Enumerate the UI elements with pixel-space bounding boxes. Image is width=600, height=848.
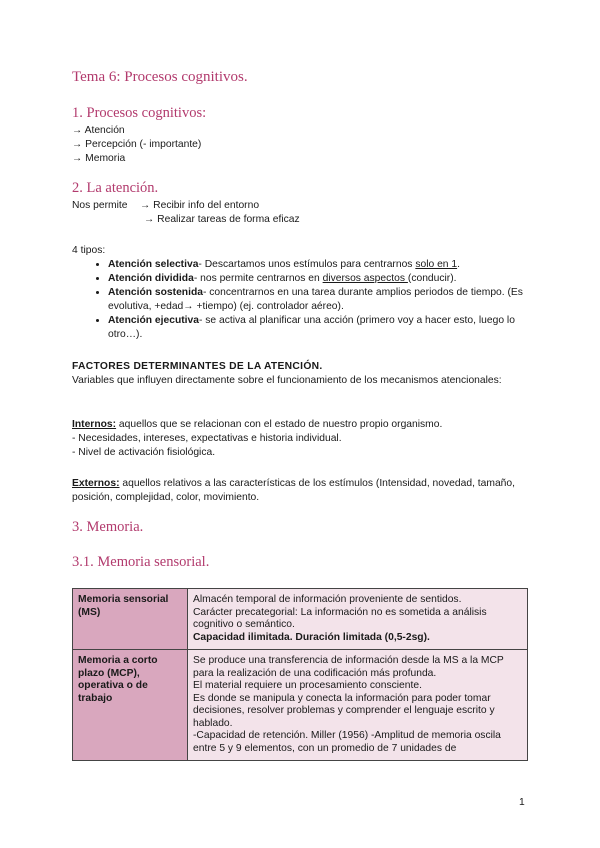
section-3-heading: 3. Memoria. — [72, 519, 144, 535]
section-3-1-heading: 3.1. Memoria sensorial. — [72, 554, 210, 570]
list-item: → Percepción (- importante) — [72, 139, 202, 150]
table-row — [73, 589, 528, 650]
row-label: Memoria a corto plazo (MCP), operativa o de trabajo — [73, 650, 188, 761]
list-item: • Atención sostenida- concentrarnos en una tarea durante amplios periodos de tiempo. (Es evolutiva, +edad→ +tiempo) (ej. controlador aéreo). — [108, 286, 528, 314]
section-1-heading: 1. Procesos cognitivos: — [72, 105, 207, 121]
tipos-label: 4 tipos: — [72, 245, 106, 256]
externos-block: Externos: aquellos relativos a las características de los estímulos (Intensidad, novedad, tamaño, posición, complejidad, color, movimiento. — [72, 478, 515, 503]
row-label: Memoria sensorial (MS) — [73, 589, 188, 650]
externos-label: Externos: — [72, 478, 120, 489]
permite-item: → Recibir info del entorno — [140, 200, 260, 211]
list-item: • Atención selectiva- Descartamos unos estímulos para centrarnos solo en 1. — [108, 258, 528, 272]
internos-block: Internos: aquellos que se relacionan con el estado de nuestro propio organismo. - Necesidades, intereses, expectativas e historia individual. - Nivel de activación fisiológica. — [72, 418, 528, 460]
list-item: → Atención — [72, 125, 125, 136]
row-content: Almacén temporal de información proveniente de sentidos. Carácter precategorial: La información no es sometida a análisis cognitivo o semántico. Capacidad ilimitada. Duración limitada (0,5-2sg). — [188, 589, 528, 650]
list-item: • Atención ejecutiva- se activa al planificar una acción (primero voy a hacer esto, luego lo otro…). — [108, 314, 528, 342]
internos-label: Internos: — [72, 419, 117, 430]
permite-item: → Realizar tareas de forma eficaz — [144, 214, 300, 225]
section-1-list — [72, 124, 528, 166]
list-item: → Memoria — [72, 153, 126, 164]
tipo-name: Atención sostenida — [108, 287, 203, 298]
list-item: • Atención dividida- nos permite centrarnos en diversos aspectos (conducir). — [108, 272, 528, 286]
document-title: Tema 6: Procesos cognitivos. — [72, 69, 248, 85]
permite-label: Nos permite — [72, 200, 128, 211]
tipo-name: Atención ejecutiva — [108, 315, 199, 326]
page-number: 1 — [519, 797, 525, 808]
row-content: Se produce una transferencia de información desde la MS a la MCP para la realización de una codificación más profunda. El material requiere un procesamiento consciente. Es donde se manipula y conecta la información para poder tomar decisiones, resolver problemas y comprender el lenguaje escrito y hablado. -Capacidad de retención. Miller (1956) -Amplitud de memoria oscila entre 5 y 9 elementos, con un promedio de 7 unidades de — [188, 650, 528, 761]
permite-block — [72, 199, 528, 227]
tipo-name: Atención selectiva — [108, 259, 199, 270]
factores-title: FACTORES DETERMINANTES DE LA ATENCIÓN. — [72, 361, 323, 372]
memory-table — [72, 588, 528, 761]
list-item: - Necesidades, intereses, expectativas e historia individual. — [72, 433, 342, 444]
tipos-list — [72, 258, 528, 342]
list-item: - Nivel de activación fisiológica. — [72, 447, 216, 458]
tipo-name: Atención dividida — [108, 273, 194, 284]
factores-desc: Variables que influyen directamente sobre el funcionamiento de los mecanismos atencionales: — [72, 375, 502, 386]
section-2-heading: 2. La atención. — [72, 180, 159, 196]
table-row — [73, 650, 528, 761]
